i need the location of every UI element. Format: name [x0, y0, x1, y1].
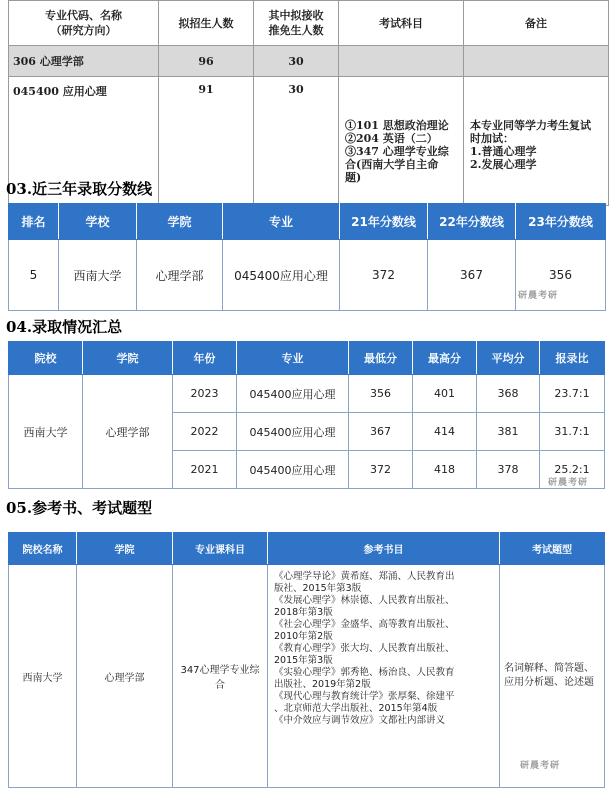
header-avg: 平均分	[477, 342, 540, 375]
cell-year: 2022	[173, 413, 237, 451]
header-school-name: 院校名称	[9, 533, 77, 565]
major-name: 045400 应用心理	[9, 77, 159, 206]
reference-books-table	[8, 532, 605, 788]
header-ratio: 报录比	[540, 342, 605, 375]
header-rank: 排名	[9, 204, 59, 240]
summary-header-row	[9, 342, 605, 375]
cell-school: 西南大学	[9, 375, 83, 489]
cell-score-21: 372	[340, 240, 428, 311]
cell-major: 045400应用心理	[237, 413, 349, 451]
cell-score-23: 356	[516, 240, 606, 311]
cell-max: 401	[413, 375, 477, 413]
header-school: 院校	[9, 342, 83, 375]
cell-max: 418	[413, 451, 477, 489]
cell-question-types: 名词解释、简答题、应用分析题、论述题	[500, 565, 605, 788]
header-remark: 备注	[464, 1, 609, 46]
cell-max: 414	[413, 413, 477, 451]
cell-course: 347心理学专业综合	[173, 565, 268, 788]
cell-school: 西南大学	[9, 565, 77, 788]
references-header-row	[9, 533, 605, 565]
cell-college: 心理学部	[137, 240, 223, 311]
cell-avg: 368	[477, 375, 540, 413]
dept-name: 306 心理学部	[9, 46, 159, 77]
cell-year: 2021	[173, 451, 237, 489]
header-score-21: 21年分数线	[340, 204, 428, 240]
header-year: 年份	[173, 342, 237, 375]
major-exempt: 30	[254, 77, 339, 206]
section-title-references: 05.参考书、考试题型	[6, 499, 153, 517]
cell-college: 心理学部	[77, 565, 173, 788]
header-course: 专业课科目	[173, 533, 268, 565]
cell-major: 045400应用心理	[237, 451, 349, 489]
table-row	[9, 565, 605, 788]
dept-enroll: 96	[159, 46, 254, 77]
cell-min: 356	[349, 375, 413, 413]
header-major-code: 专业代码、名称 （研究方向）	[9, 1, 159, 46]
admission-summary-table	[8, 341, 605, 489]
section-title-summary: 04.录取情况汇总	[6, 318, 123, 336]
major-remark: 本专业同等学力考生复试 时加试： 1.普通心理学 2.发展心理学	[464, 77, 609, 206]
header-exempt: 其中拟接收 推免生人数	[254, 1, 339, 46]
cutoff-header-row	[9, 204, 606, 240]
header-max: 最高分	[413, 342, 477, 375]
header-major: 专业	[237, 342, 349, 375]
dept-subjects	[339, 46, 464, 77]
major-enroll: 91	[159, 77, 254, 206]
cell-score-22: 367	[428, 240, 516, 311]
table-row	[9, 240, 606, 311]
section-title-cutoff: 03.近三年录取分数线	[6, 180, 153, 198]
cell-year: 2023	[173, 375, 237, 413]
cutoff-table	[8, 203, 606, 311]
header-score-23: 23年分数线	[516, 204, 606, 240]
cell-avg: 381	[477, 413, 540, 451]
dept-row	[9, 46, 609, 77]
header-question-types: 考试题型	[500, 533, 605, 565]
header-college: 学院	[83, 342, 173, 375]
header-books: 参考书目	[268, 533, 500, 565]
header-subjects: 考试科目	[339, 1, 464, 46]
cell-min: 367	[349, 413, 413, 451]
header-enroll: 拟招生人数	[159, 1, 254, 46]
header-school: 学校	[59, 204, 137, 240]
cell-ratio: 23.7:1	[540, 375, 605, 413]
table-row	[9, 375, 605, 413]
dept-exempt: 30	[254, 46, 339, 77]
cell-major: 045400应用心理	[223, 240, 340, 311]
cell-ratio: 25.2:1	[540, 451, 605, 489]
cell-avg: 378	[477, 451, 540, 489]
cell-books: 《心理学导论》黄希庭、郑涌、人民教育出 版社、2015年第3版 《发展心理学》林崇德、人民教育出版社、 2018年第3版 《社会心理学》金盛华、高等教育出版社、 2010年第2版 《教育心理学》张大均、人民教育出版社、 2015年第3版 《实验心理学》郭秀艳、杨治良、人民教育 出版社、2019年第2版 《现代心理与教育统计学》张厚粲、徐建平 、北京师范大学出版社、2015年第4版 《中介效应与调节效应》文都社内部讲义	[268, 565, 500, 788]
dept-remark	[464, 46, 609, 77]
header-score-22: 22年分数线	[428, 204, 516, 240]
cell-major: 045400应用心理	[237, 375, 349, 413]
header-major: 专业	[223, 204, 340, 240]
cell-college: 心理学部	[83, 375, 173, 489]
watermark: 研晨考研	[520, 761, 561, 771]
major-info-table	[8, 0, 609, 206]
major-subjects: ①101 思想政治理论 ②204 英语（二） ③347 心理学专业综 合(西南大学自主命 题)	[339, 77, 464, 206]
header-college: 学院	[77, 533, 173, 565]
watermark: 研晨考研	[518, 291, 559, 301]
cell-min: 372	[349, 451, 413, 489]
header-college: 学院	[137, 204, 223, 240]
cell-ratio: 31.7:1	[540, 413, 605, 451]
cell-school: 西南大学	[59, 240, 137, 311]
cell-rank: 5	[9, 240, 59, 311]
watermark: 研晨考研	[548, 478, 589, 488]
header-min: 最低分	[349, 342, 413, 375]
